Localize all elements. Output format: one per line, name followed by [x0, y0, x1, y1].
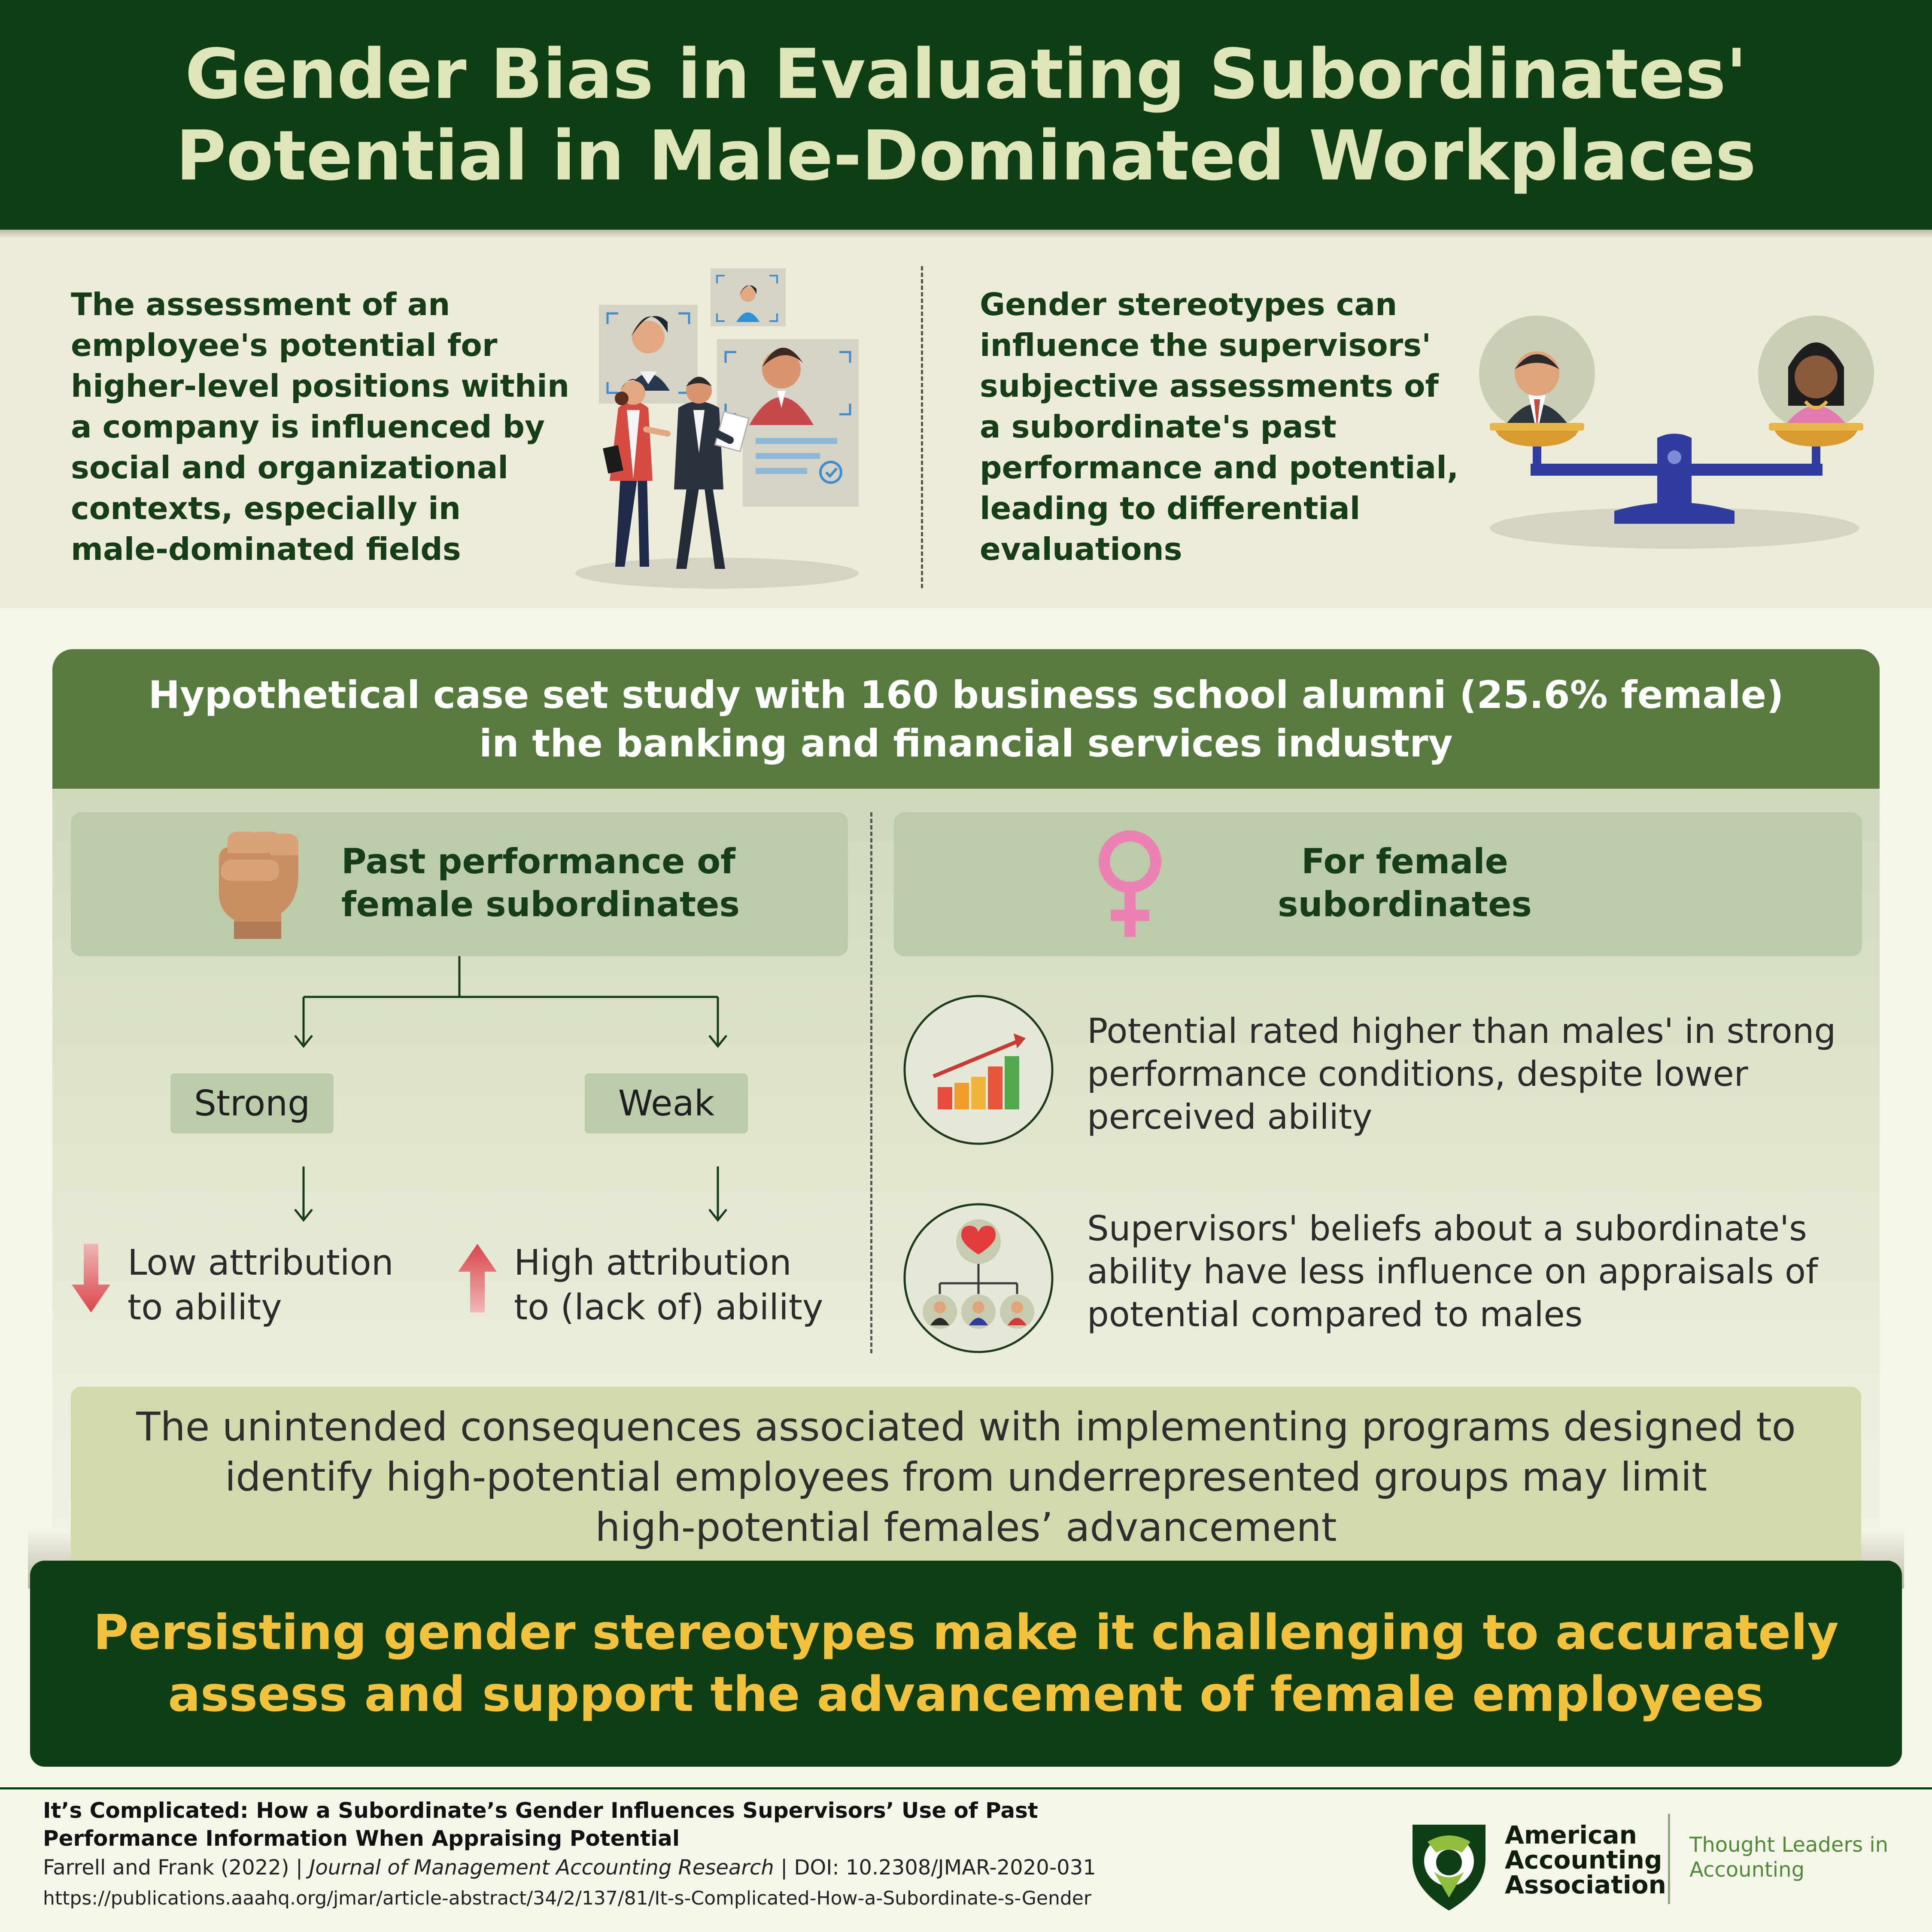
strong-label: Strong [170, 1073, 334, 1133]
finding-potential-rated-higher: Potential rated higher than males' in strong performance conditions, despite lower perceived ability [1087, 1011, 1836, 1137]
intro-divider [921, 266, 923, 588]
journal-name: Journal of Management Accounting Research [309, 1856, 774, 1880]
up-arrow-icon [458, 1244, 497, 1312]
study-header [52, 649, 1880, 789]
past-performance-box [71, 812, 848, 956]
aaa-logo-icon [1404, 1816, 1494, 1915]
title-shadow [0, 230, 1932, 239]
reference-url[interactable]: https://publications.aaahq.org/jmar/article-abstract/34/2/137/81/It-s-Complicated-How-a-Subordinate-s-Gender [43, 1887, 1091, 1909]
female-subordinates-box [894, 812, 1862, 956]
strong-outcome-text: Low attribution to ability [128, 1242, 394, 1328]
female-symbol-icon [1096, 829, 1164, 941]
study-header-line-2: in the banking and financial services industry [479, 721, 1453, 766]
weak-outcome-text: High attribution to (lack of) ability [514, 1242, 823, 1328]
reference-title: It’s Complicated: How a Subordinate’s Gender Influences Supervisors’ Use of Past Performance Information When Appraising Potential [43, 1798, 1038, 1851]
female-subordinates-title: For female subordinates [1278, 841, 1532, 924]
intro-right-text: Gender stereotypes can influence the supervisors' subjective assessments of a subordinate's past performance and potential, leading to differential evaluations [980, 286, 1459, 567]
study-header-line-1: Hypothetical case set study with 160 business school alumni (25.6% female) [148, 672, 1784, 717]
reference-citation: Farrell and Frank (2022) | Journal of Management Accounting Research | DOI: 10.2308/JMAR-2020-031 [43, 1856, 1096, 1880]
past-performance-title: Past performance of female subordinates [341, 841, 740, 924]
title-banner [0, 0, 1932, 230]
balance-scale-icon [1468, 309, 1880, 550]
finding-beliefs-less-influence: Supervisors' beliefs about a subordinate's ability have less influence on appraisals of potential compared to males [1087, 1209, 1818, 1334]
title-line-2: Potential in Male-Dominated Workplaces [176, 115, 1756, 196]
logo-divider [1668, 1814, 1670, 1904]
footer-line-1: Persisting gender stereotypes make it challenging to accurately [93, 1605, 1839, 1661]
footer-banner [30, 1561, 1902, 1767]
reference-divider [0, 1787, 1932, 1789]
weak-label: Weak [585, 1073, 748, 1133]
fist-icon [213, 825, 307, 945]
intro-left-text: The assessment of an employee's potential for higher-level positions within a company is influenced by social and organizational contexts, especially in male-dominated fields [71, 286, 570, 567]
aaa-logo-wordmark: American Accounting Association [1505, 1820, 1666, 1899]
down-arrow-icon [72, 1244, 110, 1312]
title-line-1: Gender Bias in Evaluating Subordinates' [185, 33, 1747, 114]
office-colleagues-illustration [571, 262, 880, 592]
rising-bar-chart-icon [901, 993, 1056, 1147]
aaa-tagline: Thought Leaders in Accounting [1689, 1833, 1889, 1882]
org-chart-heart-icon [901, 1201, 1056, 1355]
footer-line-2: assess and support the advancement of female employees [168, 1667, 1764, 1722]
conclusion-box: The unintended consequences associated with implementing programs designed to identify high-potential employees from underrepresented groups may limit high-potential females’ advancement [71, 1387, 1861, 1567]
panel-divider [870, 812, 872, 1353]
